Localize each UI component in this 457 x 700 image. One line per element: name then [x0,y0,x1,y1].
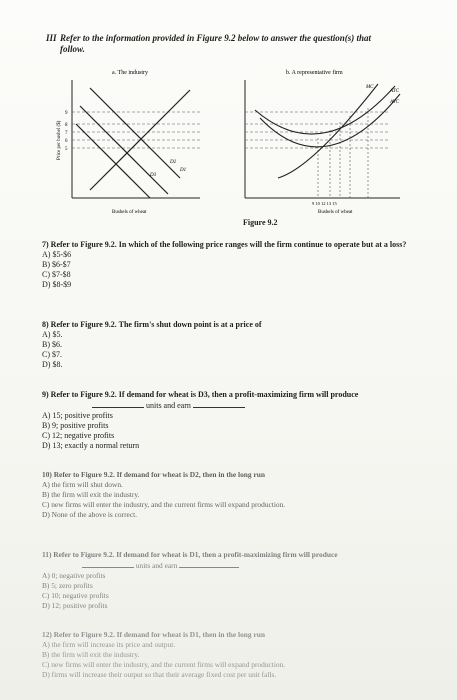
figure-9-2 [50,58,412,220]
question-9-blank-2[interactable] [193,400,245,408]
panel-a-y-label: Price per bushel ($) [57,120,62,160]
demand-curve-d3 [76,124,150,198]
demand-curve-d1 [90,88,180,178]
figure-caption: Figure 9.2 [243,218,278,227]
question-8-option-b[interactable]: B) $6. [42,340,62,349]
question-9-option-a[interactable]: A) 15; positive profits [42,411,113,420]
question-7-option-b[interactable]: B) $6-$7 [42,260,71,269]
question-12-option-a[interactable]: A) the firm will increase its price and output. [42,640,176,649]
question-7 [42,240,442,290]
question-11-blank-row [42,560,452,571]
question-8-option-a[interactable]: A) $5. [42,330,63,339]
instruction-text: Refer to the information provided in Figure 9.2 below to answer the question(s) that follow. [60,33,372,54]
question-7-option-a[interactable]: A) $5-$6 [42,250,72,259]
question-10-option-d[interactable]: D) None of the above is correct. [42,510,138,519]
demand-label-d3: D3 [150,173,157,178]
question-11-blank-1[interactable] [82,560,134,568]
question-9-stem2: units and earn [146,401,191,410]
question-9-stem: 9) Refer to Figure 9.2. If demand for wheat is D3, then a profit-maximizing firm will produce [42,390,359,399]
price-tick-9: 9 [65,111,68,116]
question-11-blank-2[interactable] [179,560,239,568]
question-12-stem: 12) Refer to Figure 9.2. If demand for wheat is D1, then in the long run [42,630,265,639]
question-9-option-b[interactable]: B) 9; positive profits [42,421,109,430]
question-8-option-d[interactable]: D) $8. [42,360,63,369]
question-9-option-d[interactable]: D) 13; exactly a normal return [42,441,140,450]
question-11-option-b[interactable]: B) 5; zero profits [42,581,93,590]
question-9-blank-1[interactable] [92,400,144,408]
question-10-stem: 10) Refer to Figure 9.2. If demand for wheat is D2, then in the long run [42,470,265,479]
demand-label-d1: D1 [180,168,187,173]
question-7-option-d[interactable]: D) $8-$9 [42,280,72,289]
question-12-option-d[interactable]: D) firms will increase their output so that their average fixed cost per unit falls. [42,670,277,679]
question-10-option-a[interactable]: A) the firm will shut down. [42,480,123,489]
section-number: III [46,33,57,43]
quantity-ticks: 9 10 12 13 15 [312,201,337,206]
panel-a-x-label: Bushels of wheat [112,210,147,215]
question-10-option-c[interactable]: C) new firms will enter the industry, and the current firms will expand production. [42,500,286,509]
price-tick-6: 6 [65,139,68,144]
demand-label-d2: D2 [170,160,177,165]
question-12-option-c[interactable]: C) new firms will enter the industry, and the current firms will expand production. [42,660,286,669]
question-11-stem: 11) Refer to Figure 9.2. If demand for wheat is D1, then a profit-maximizing firm will produce [42,550,338,559]
atc-label: ATC [390,89,399,94]
panel-b-title: b. A representative firm [286,70,343,76]
question-9-option-c[interactable]: C) 12; negative profits [42,431,115,440]
question-8-option-c[interactable]: C) $7. [42,350,62,359]
question-12 [42,630,452,680]
question-11-option-c[interactable]: C) 10; negative profits [42,591,109,600]
question-10-option-b[interactable]: B) the firm will exit the industry. [42,490,140,499]
mc-label: MC [366,85,374,90]
question-8 [42,320,442,370]
question-7-stem: 7) Refer to Figure 9.2. In which of the following price ranges will the firm continue to operate but at a loss? [42,240,407,249]
question-11 [42,550,452,611]
panel-b-x-label: Bushels of wheat [318,210,353,215]
price-tick-5: 5 [65,147,68,152]
question-10 [42,470,447,520]
question-12-option-b[interactable]: B) the firm will exit the industry. [42,650,140,659]
question-11-stem2: units and earn [135,561,178,570]
avc-label: AVC [390,100,400,105]
demand-curve-d2 [80,106,168,194]
question-9 [42,390,447,451]
question-11-option-d[interactable]: D) 12; positive profits [42,601,108,610]
question-7-option-c[interactable]: C) $7-$8 [42,270,71,279]
section-instruction [60,33,380,55]
figure-svg [50,58,412,220]
question-11-option-a[interactable]: A) 0; negative profits [42,571,106,580]
panel-a-title: a. The industry [112,70,149,76]
question-9-blank-row [42,400,447,411]
price-tick-8: 8 [65,123,68,128]
question-8-stem: 8) Refer to Figure 9.2. The firm's shut down point is at a price of [42,320,262,329]
price-tick-7: 7 [65,131,68,136]
atc-curve [255,86,395,134]
